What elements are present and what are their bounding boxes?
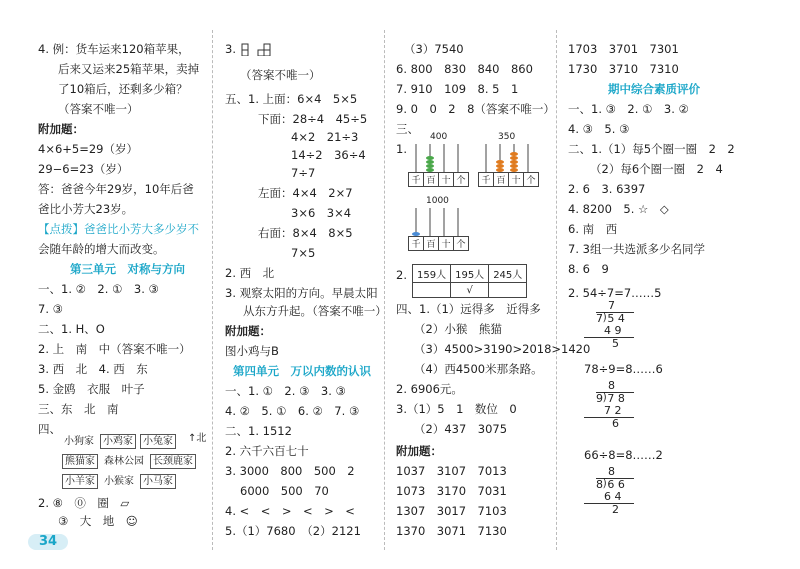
number-row: 1730 3710 7310 (568, 62, 679, 76)
product: 7 2 (584, 405, 634, 418)
remainder: 2 (612, 503, 619, 516)
equation: 66÷8=8……2 (584, 448, 663, 462)
place-label: 十 (509, 173, 524, 186)
product: 6 4 (584, 491, 634, 504)
number-row: 1703 3701 7301 (568, 42, 679, 56)
map-cell: 小狗家 (64, 436, 94, 447)
long-division-3 (584, 466, 634, 516)
unit3-line: 5. 金鸥 衣服 叶子 (38, 382, 145, 396)
dividend: 8⟌6 6 (596, 478, 634, 491)
place-label: 千 (409, 237, 424, 250)
map-cell: 小马家 (140, 474, 176, 489)
abacus-label: 350 (498, 132, 516, 142)
number-row: 1073 3170 7031 (396, 484, 507, 498)
si-line: （2）小猴 熊猫 (414, 322, 502, 336)
c4-line: 6. 南 西 (568, 222, 618, 236)
place-label: 百 (494, 173, 509, 186)
tip-line: 会随年龄的增大而改变。 (38, 242, 165, 256)
quotient: 7 (608, 299, 615, 312)
wu-line: 左面：4×4 2×7 (258, 186, 353, 200)
cube-views-icon (240, 38, 280, 56)
unit4-line: 3. 3000 800 500 2 (225, 464, 355, 478)
wu-line: 右面：8×4 8×5 (258, 226, 353, 240)
long-division-1 (584, 300, 634, 350)
c3-line: （3）7540 (404, 42, 464, 56)
unit4-line: 二、1. 1512 (225, 424, 292, 438)
c3-line: 9. 0 0 2 8（答案不唯一） (396, 102, 555, 116)
c4-line: 7. 3组一共选派多少名同学 (568, 242, 705, 256)
table-cell (413, 283, 451, 298)
c4-line: 4. 8200 5. ☆ ◇ (568, 202, 669, 216)
q2-label: 2. (396, 268, 407, 282)
c4-line: 8. 6 9 (568, 262, 609, 276)
column-divider (556, 30, 557, 550)
abacus-350 (478, 132, 538, 196)
wu-line: 4×2 21÷3 (291, 130, 359, 144)
answer-line: 答：爸爸今年29岁，10年后爸 (38, 182, 194, 196)
midterm-title: 期中综合素质评价 (608, 82, 700, 96)
quotient: 8 (608, 379, 615, 392)
q3b-line: 从东方升起。（答案不唯一） (243, 304, 387, 318)
unit4-line: 2. 六千六百七十 (225, 444, 309, 458)
table-cell (489, 283, 527, 298)
unit4-line: 4. < < > < > < (225, 504, 355, 518)
table-cell: 245人 (489, 265, 527, 283)
c4-line: 2. 6 3. 6397 (568, 182, 646, 196)
table-cell: 195人 (451, 265, 489, 283)
unit4-line: 5.（1）7680 （2）2121 (225, 524, 361, 538)
animal-map (62, 432, 200, 492)
c4-line: 4. ③ 5. ③ (568, 122, 630, 136)
table-cell: 159人 (413, 265, 451, 283)
map-cell: 小猴家 (104, 476, 134, 487)
dividend: 9⟌7 8 (596, 392, 634, 405)
q2b-line: ③ 大 地 ☺ (58, 514, 138, 528)
map-cell: 长颈鹿家 (150, 454, 196, 469)
unit4-line: 6000 500 70 (240, 484, 329, 498)
c4-line: （2）每6个圈一圈 2 4 (590, 162, 723, 176)
si-line: （2）437 3075 (414, 422, 508, 436)
bonus-line: 图小鸡与B (225, 344, 279, 358)
wu-line: 五、1. 上面：6×4 5×5 (225, 92, 358, 106)
bonus-line: 29−6=23（岁） (38, 162, 129, 176)
bonus-line: 4×6+5=29（岁） (38, 142, 138, 156)
q3-label: 3. (225, 42, 236, 56)
north-label: 北 (196, 433, 207, 444)
place-label: 个 (456, 176, 466, 186)
wu-line: 14÷2 36÷4 (291, 148, 366, 162)
equation: 78÷9=8……6 (584, 362, 663, 376)
si-line: 2. 6906元。 (396, 382, 463, 396)
c4-line: 一、1. ③ 2. ① 3. ② (568, 102, 689, 116)
long-division-2 (584, 380, 634, 430)
q2-line: 2. ⑧ ⓪ 圈 ▱ (38, 496, 130, 510)
c4-line: 2. 54÷7=7……5 (568, 286, 662, 300)
remainder: 5 (612, 337, 619, 350)
bonus-label: 附加题： (225, 324, 271, 338)
unit4-line: 4. ② 5. ① 6. ② 7. ③ (225, 404, 360, 418)
q3-note: （答案不唯一） (240, 68, 321, 82)
number-row: 1307 3017 7103 (396, 504, 507, 518)
product: 4 9 (584, 325, 634, 338)
north-arrow-icon: ↑北 (188, 433, 207, 444)
si-line: 3.（1）5 1 数位 0 (396, 402, 517, 416)
unit3-line: 7. ③ (38, 302, 63, 316)
number-row: 1037 3107 7013 (396, 464, 507, 478)
c3-line: 1. (396, 142, 407, 156)
q4-line: 4. 例：货车运来120箱苹果， (38, 42, 190, 56)
unit3-line: 四、 (38, 422, 61, 436)
answer-line: 爸比小芳大23岁。 (38, 202, 134, 216)
dividend: 7⟌5 4 (596, 312, 634, 325)
map-cell: 熊猫家 (62, 454, 98, 469)
wu-line: 7÷7 (291, 166, 316, 180)
bonus-label: 附加题： (38, 122, 84, 136)
unit4-line: 一、1. ① 2. ③ 3. ③ (225, 384, 346, 398)
map-cell: 小鸡家 (100, 434, 136, 449)
number-row: 1370 3071 7130 (396, 524, 507, 538)
column-divider (212, 30, 213, 550)
wu-line: 下面：28÷4 45÷5 (258, 112, 368, 126)
bonus-label: 附加题： (396, 444, 442, 458)
abacus-400 (408, 132, 468, 196)
unit3-line: 一、1. ② 2. ① 3. ③ (38, 282, 159, 296)
unit3-line: 3. 西 北 4. 西 东 (38, 362, 148, 376)
q2-line: 2. 西 北 (225, 266, 275, 280)
place-label: 百 (424, 237, 439, 250)
check-mark: √ (451, 283, 489, 298)
q4-line: （答案不唯一） (58, 102, 139, 116)
unit3-title: 第三单元 对称与方向 (70, 262, 185, 276)
column-divider (384, 30, 385, 550)
q3b-line: 3. 观察太阳的方向。早晨太阳 (225, 286, 378, 300)
si-line: 四、1.（1）远得多 近得多 (396, 302, 541, 316)
remainder: 6 (612, 417, 619, 430)
si-line: （4）西4500米那条路。 (414, 362, 543, 376)
tip-line: 【点拨】爸爸比小芳大多少岁不 (38, 222, 199, 236)
place-label: 百 (424, 173, 439, 186)
abacus-label: 1000 (426, 196, 449, 206)
unit4-title: 第四单元 万以内数的认识 (233, 364, 371, 378)
map-cell: 小羊家 (62, 474, 98, 489)
q4-line: 了10箱后，还剩多少箱？ (58, 82, 188, 96)
abacus-1000 (408, 196, 468, 260)
c3-line: 7. 910 109 8. 5 1 (396, 82, 519, 96)
quotient: 8 (608, 465, 615, 478)
map-cell: 森林公园 (104, 456, 144, 467)
place-label: 千 (479, 173, 494, 186)
c4-line: 二、1.（1）每5个圈一圈 2 2 (568, 142, 735, 156)
place-label: 个 (526, 176, 536, 186)
height-table (412, 264, 527, 298)
wu-line: 7×5 (291, 246, 316, 260)
place-label: 个 (456, 240, 466, 250)
c3-line: 6. 800 830 840 860 (396, 62, 533, 76)
place-label: 千 (409, 173, 424, 186)
map-cell: 小兔家 (140, 434, 176, 449)
unit3-line: 三、东 北 南 (38, 402, 119, 416)
c3-line: 三、 (396, 122, 419, 136)
place-label: 十 (439, 237, 454, 250)
wu-line: 3×6 3×4 (291, 206, 352, 220)
si-line: （3）4500>3190>2018>1420 (414, 342, 591, 356)
unit3-line: 二、1. H、O (38, 322, 105, 336)
abacus-label: 400 (430, 132, 448, 142)
page-number: 34 (28, 534, 68, 550)
unit3-line: 2. 上 南 中（答案不唯一） (38, 342, 191, 356)
q4-line: 后来又运来25箱苹果，卖掉 (58, 62, 200, 76)
place-label: 十 (439, 173, 454, 186)
